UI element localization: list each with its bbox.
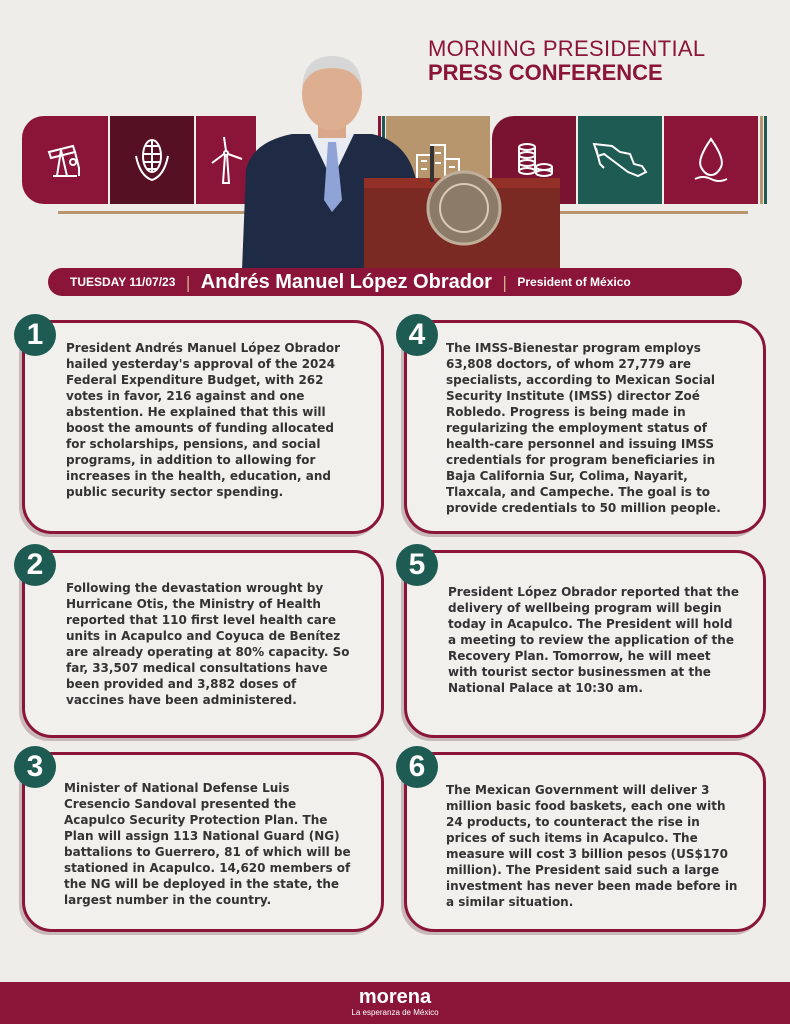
conference-date: TUESDAY 11/07/23 — [70, 275, 176, 289]
footer-tagline: La esperanza de México — [351, 1008, 439, 1017]
name-bar-separator: | — [185, 272, 191, 292]
card-number-4: 4 — [396, 314, 438, 356]
water-drop-icon — [691, 135, 731, 185]
card-text-1: President Andrés Manuel López Obrador hailed yesterday's approval of the 2024 Federal Expenditure Budget, with 262 votes in favor, 216 against and one abstention. He explained that this will boost the amounts of funding allocated for scholarships, pensions, and social programs, in addition to allowing for increases in the health, education, and public security sector spending. — [66, 341, 340, 499]
card-text-5: President López Obrador reported that the delivery of wellbeing program will begin today in Acapulco. The President will hold a meeting to review the application of the Recovery Plan. Tomorrow, he will meet with tourist sector businessmen at the National Palace at 10:30 am. — [448, 585, 739, 695]
banner-stripe — [764, 116, 767, 204]
banner-tile-water — [664, 116, 758, 204]
card-number-1: 1 — [14, 314, 56, 356]
card-number-2: 2 — [14, 544, 56, 586]
card-number-6: 6 — [396, 746, 438, 788]
presenter-photo — [232, 50, 562, 270]
card-text-6: The Mexican Government will deliver 3 million basic food baskets, each one with 24 products, to counteract the rise in prices of such items in Acapulco. The measure will cost 3 billion pesos (US$170 million). The President said such a large investment has never been made before in a similar situation. — [446, 783, 738, 909]
banner-tile-oil — [22, 116, 108, 204]
card-text-3: Minister of National Defense Luis Cresencio Sandoval presented the Acapulco Security Protection Plan. The Plan will assign 113 National Guard (NG) battalions to Guerrero, 81 of which will be stationed in Acapulco. 14,620 members of the NG will be deployed in the state, the largest number in the country. — [64, 781, 351, 907]
card-text-2: Following the devastation wrought by Hurricane Otis, the Ministry of Health reported that 110 first level health care units in Acapulco and Coyuca de Benítez are already operating at 80% capacity. So far, 33,507 medical consultations have been provided and 3,882 doses of vaccines have been administered. — [66, 581, 350, 707]
name-bar-separator: | — [501, 272, 508, 292]
banner-stripe — [760, 116, 763, 204]
header-title-line1: MORNING PRESIDENTIAL — [428, 36, 706, 61]
header-title-line2: PRESS CONFERENCE — [428, 60, 663, 85]
corn-icon — [130, 136, 174, 184]
banner-tile-corn — [110, 116, 194, 204]
banner-tile-map — [578, 116, 662, 204]
morena-logo: morena — [358, 986, 432, 1008]
oil-pump-icon — [43, 138, 87, 182]
mexico-map-icon — [590, 138, 650, 182]
card-text-4: The IMSS-Bienestar program employs 63,808 doctors, of whom 27,779 are specialists, according to Mexican Social Security Institute (IMSS) director Zoé Robledo. Progress is being made in regularizing the employment status of health-care personnel and issuing IMSS credentials for program beneficiaries in Baja California Sur, Colima, Nayarit, Tlaxcala, and Campeche. The goal is to provide credentials to 50 million people. — [446, 341, 721, 515]
card-number-3: 3 — [14, 746, 56, 788]
card-number-5: 5 — [396, 544, 438, 586]
presenter-name: Andrés Manuel López Obrador — [200, 270, 492, 293]
presenter-role: President of México — [517, 275, 631, 289]
name-bar — [48, 268, 742, 296]
